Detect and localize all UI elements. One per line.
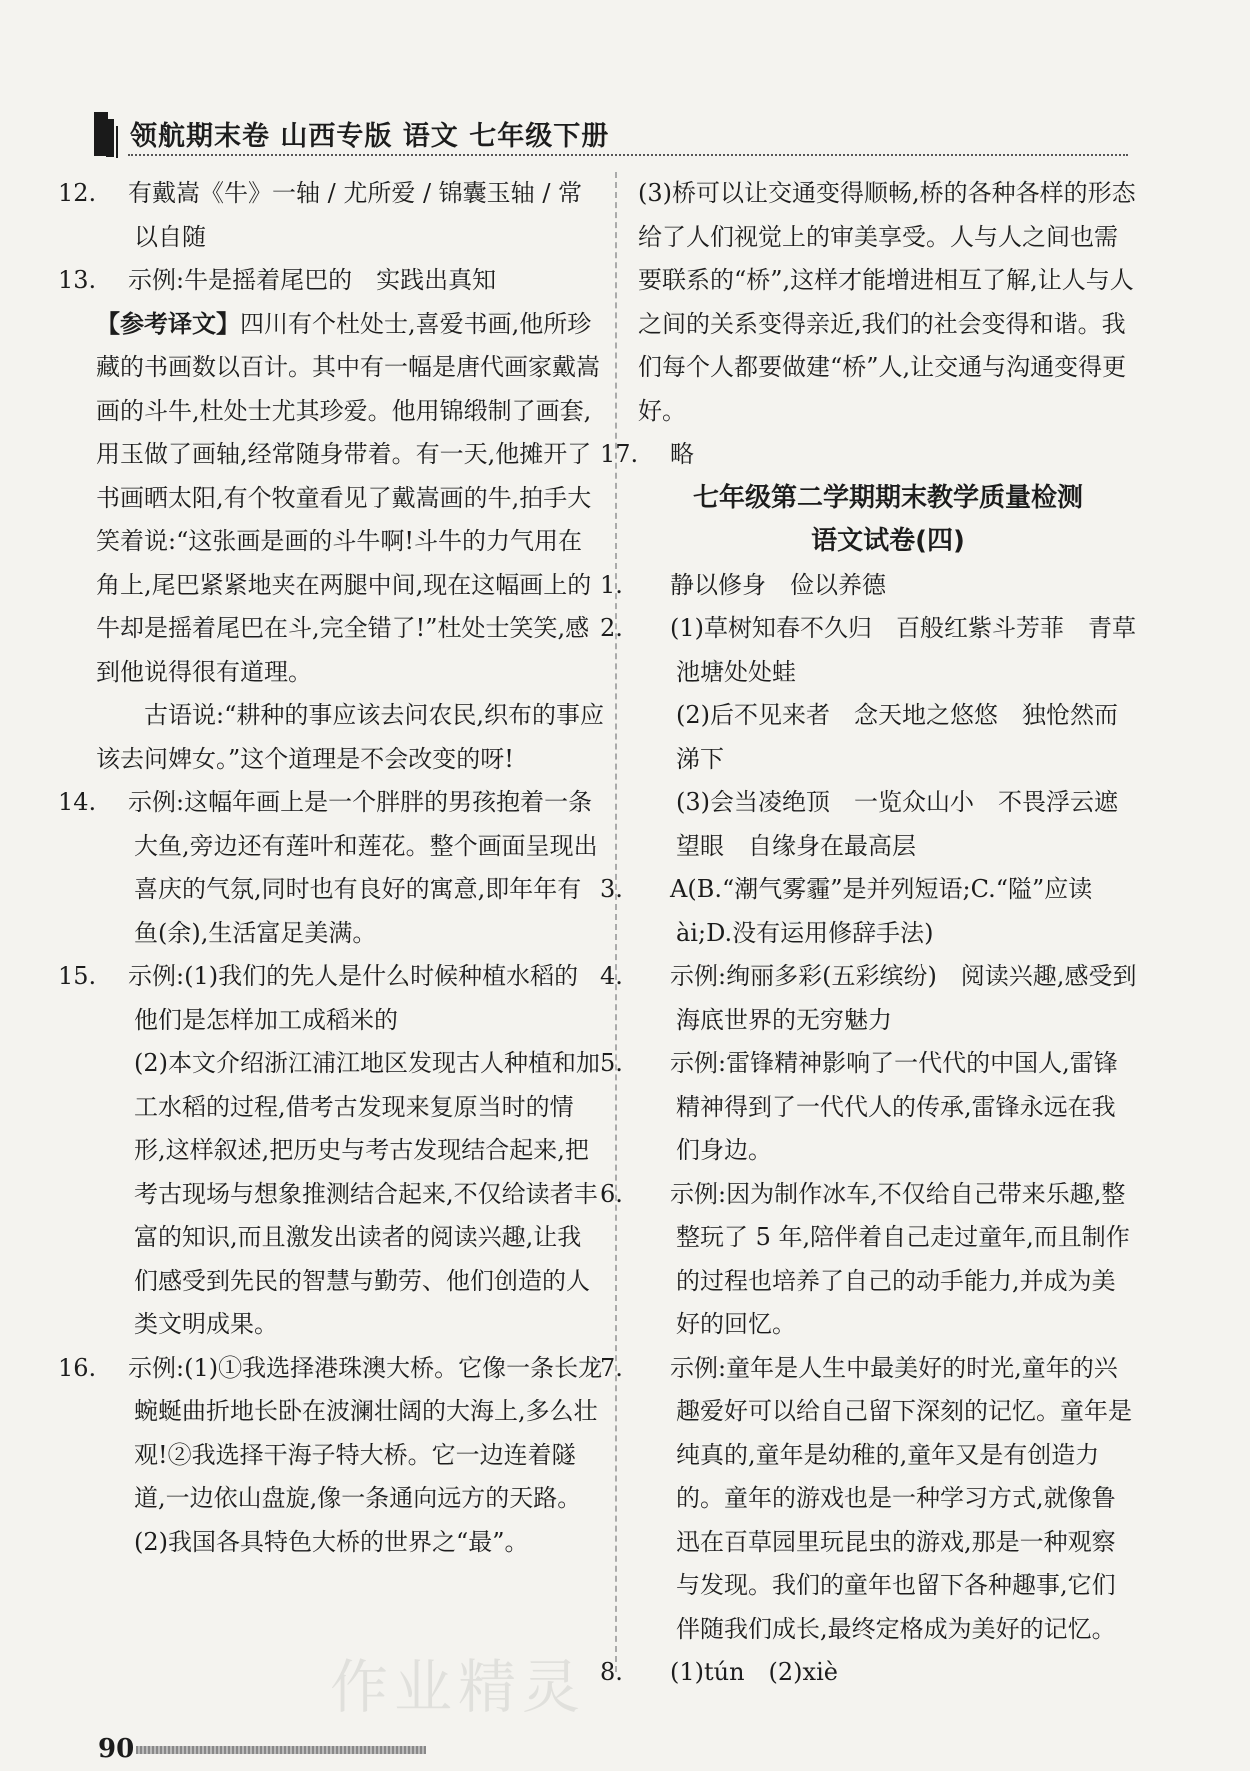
column-divider [615,172,617,1672]
answer-16-part-2: (2)我国各具特色大桥的世界之“最”。 [134,1527,529,1556]
left-column [58,172,604,1564]
header-dotted-rule [128,154,1128,156]
answer-15: 15. 示例:(1)我们的先人是什么时候种植水稻的 他们是怎样加工成稻米的 [58,962,603,1034]
answer-7: 7. 示例:童年是人生中最美好的时光,童年的兴趣爱好可以给自己留下深刻的记忆。童年是纯真的,童年是幼稚的,童年又是有创造力的。童年的游戏也是一种学习方式,就像鲁迅在百草园里玩昆虫的游戏,那是一种观察与发现。我们的童年也留下各种趣事,它们伴随我们成长,最终定格成为美好的记忆。 [600,1353,1132,1643]
answer-14: 14. 示例:这幅年画上是一个胖胖的男孩抱着一条大鱼,旁边还有莲叶和莲花。整个画面呈现出喜庆的气氛,同时也有良好的寓意,即年年有鱼(余),生活富足美满。 [58,788,598,947]
answer-16: 16. 示例:(1)①我选择港珠澳大桥。它像一条长龙蜿蜒曲折地长卧在波澜壮阔的大海上,多么壮观!②我选择干海子特大桥。它一边连着隧道,一边依山盘旋,像一条通向远方的天路。 [58,1353,603,1512]
answer-2: 2. (1)草树知春不久归 百般红紫斗芳菲 青草池塘处处蛙 [600,614,1136,686]
reference-translation: 【参考译文】四川有个杜处士,喜爱书画,他所珍藏的书画数以百计。其中有一幅是唐代画家戴嵩画的斗牛,杜处士尤其珍爱。他用锦缎制了画套,用玉做了画轴,经常随身带着。有一天,他摊开了书画晒太阳,有个牧童看见了戴嵩画的牛,拍手大笑着说:“这张画是画的斗牛啊!斗牛的力气用在角上,尾巴紧紧地夹在两腿中间,现在这幅画上的牛却是摇着尾巴在斗,完全错了!”杜处士笑笑,感到他说得很有道理。 [96,309,600,686]
answer-15-part-2: (2)本文介绍浙江浦江地区发现古人种植和加工水稻的过程,借考古发现来复原当时的情形,这样叙述,把历史与考古发现结合起来,把考古现场与想象推测结合起来,不仅给读者丰富的知识,而且激发出读者的阅读兴趣,让我们感受到先民的智慧与勤劳、他们创造的人类文明成果。 [134,1049,600,1338]
watermark: 作业精灵 [330,1653,587,1721]
answer-5: 5. 示例:雷锋精神影响了一代代的中国人,雷锋精神得到了一代代人的传承,雷锋永远在我们身边。 [600,1049,1118,1164]
answer-12: 12. 有戴嵩《牛》一轴 / 尤所爱 / 锦囊玉轴 / 常以自随 [58,179,583,251]
translation-tag: 【参考译文】 [96,309,240,338]
page-number: 90 [98,1734,135,1764]
footer-bar [136,1746,426,1754]
answer-13: 13. 示例:牛是摇着尾巴的 实践出真知 [58,266,497,294]
answer-2-part-2: (2)后不见来者 念天地之悠悠 独怆然而涕下 [676,701,1118,773]
right-column [600,172,1138,1695]
answer-8: 8. (1)tún (2)xiè [600,1658,838,1686]
answer-16-part-3: (3)桥可以让交通变得顺畅,桥的各种各样的形态给了人们视觉上的审美享受。人与人之间也需要联系的“桥”,这样才能增进相互了解,让人与人之间的关系变得亲近,我们的社会变得和谐。我们每个人都要做建“桥”人,让交通与沟通变得更好。 [638,179,1136,425]
answer-6: 6. 示例:因为制作冰车,不仅给自己带来乐趣,整整玩了 5 年,陪伴着自己走过童年,而且制作的过程也培养了自己的动手能力,并成为美好的回忆。 [600,1179,1130,1338]
answer-4: 4. 示例:绚丽多彩(五彩缤纷) 阅读兴趣,感受到海底世界的无穷魅力 [600,962,1137,1034]
answer-3: 3. A(B.“潮气雾霾”是并列短语;C.“隘”应读ài;D.没有运用修辞手法) [600,875,1093,947]
answer-17: 17. 略 [600,440,694,468]
header-title: 领航期末卷 山西专版 语文 七年级下册 [130,121,610,152]
section-title: 七年级第二学期期末教学质量检测 [692,482,1083,513]
section-subtitle: 语文试卷(四) [811,526,965,556]
answer-1: 1. 静以修身 俭以养德 [600,570,886,599]
answer-2-part-3: (3)会当凌绝顶 一览众山小 不畏浮云遮望眼 自缘身在最高层 [676,788,1118,860]
book-icon [94,112,108,156]
translation-paragraph-2: 古语说:“耕种的事应该去问农民,织布的事应该去问婢女。”这个道理是不会改变的呀! [96,701,604,773]
page-header [88,108,1128,160]
